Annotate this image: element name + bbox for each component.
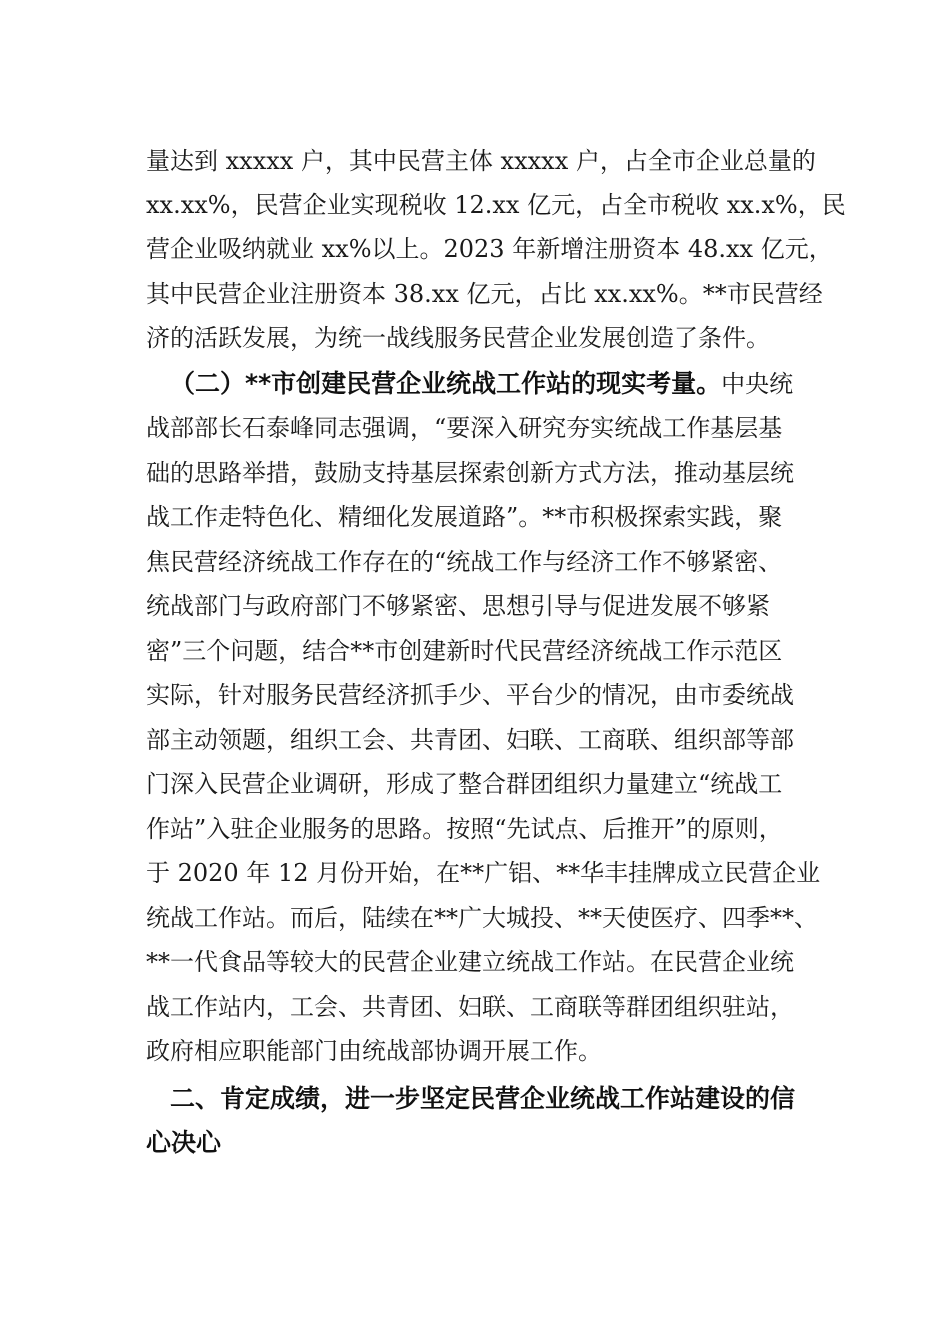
paragraph-line: 焦民营经济统战工作存在的“统战工作与经济工作不够紧密、 [146, 548, 783, 576]
chapter-heading-line: 心决心 [146, 1128, 222, 1157]
paragraph-line: 作站”入驻企业服务的思路。按照“先试点、后推开”的原则， [146, 815, 783, 843]
section-heading-line [170, 370, 793, 398]
paragraph-line: 密”三个问题，结合**市创建新时代民营经济统战工作示范区 [146, 637, 783, 665]
paragraph-line: 于 2020 年 12 月份开始，在**广铝、**华丰挂牌成立民营企业 [146, 859, 821, 887]
paragraph-line: 战工作站内，工会、共青团、妇联、工商联等群团组织驻站， [146, 993, 794, 1021]
chapter-heading-line: 二、肯定成绩，进一步坚定民营企业统战工作站建设的信 [170, 1084, 796, 1113]
paragraph-line: 部主动领题，组织工会、共青团、妇联、工商联、组织部等部 [146, 726, 794, 754]
paragraph-line: 量达到 xxxxx 户，其中民营主体 xxxxx 户，占全市企业总量的 [146, 147, 816, 175]
section-heading-continuation: 中央统 [721, 370, 794, 398]
section-heading: （二）**市创建民营企业统战工作站的现实考量。 [170, 369, 722, 398]
paragraph-line: 实际，针对服务民营经济抓手少、平台少的情况，由市委统战 [146, 681, 794, 709]
paragraph-line: 统战工作站。而后，陆续在**广大城投、**天使医疗、四季**、 [146, 904, 818, 932]
paragraph-line: **一代食品等较大的民营企业建立统战工作站。在民营企业统 [146, 948, 794, 976]
paragraph-line: 济的活跃发展，为统一战线服务民营企业发展创造了条件。 [146, 324, 770, 352]
paragraph-line: 础的思路举措，鼓励支持基层探索创新方式方法，推动基层统 [146, 459, 794, 487]
paragraph-line: 统战部门与政府部门不够紧密、思想引导与促进发展不够紧 [146, 592, 770, 620]
paragraph-line: 营企业吸纳就业 xx%以上。2023 年新增注册资本 48.xx 亿元， [146, 235, 833, 263]
paragraph-line: xx.xx%，民营企业实现税收 12.xx 亿元，占全市税收 xx.x%，民 [146, 191, 846, 219]
paragraph-line: 门深入民营企业调研，形成了整合群团组织力量建立“统战工 [146, 770, 783, 798]
paragraph-line: 政府相应职能部门由统战部协调开展工作。 [146, 1037, 602, 1065]
paragraph-line: 战工作走特色化、精细化发展道路”。**市积极探索实践，聚 [146, 503, 783, 531]
paragraph-line: 战部部长石泰峰同志强调，“要深入研究夯实统战工作基层基 [146, 414, 783, 442]
paragraph-line: 其中民营企业注册资本 38.xx 亿元，占比 xx.xx%。**市民营经 [146, 280, 823, 308]
